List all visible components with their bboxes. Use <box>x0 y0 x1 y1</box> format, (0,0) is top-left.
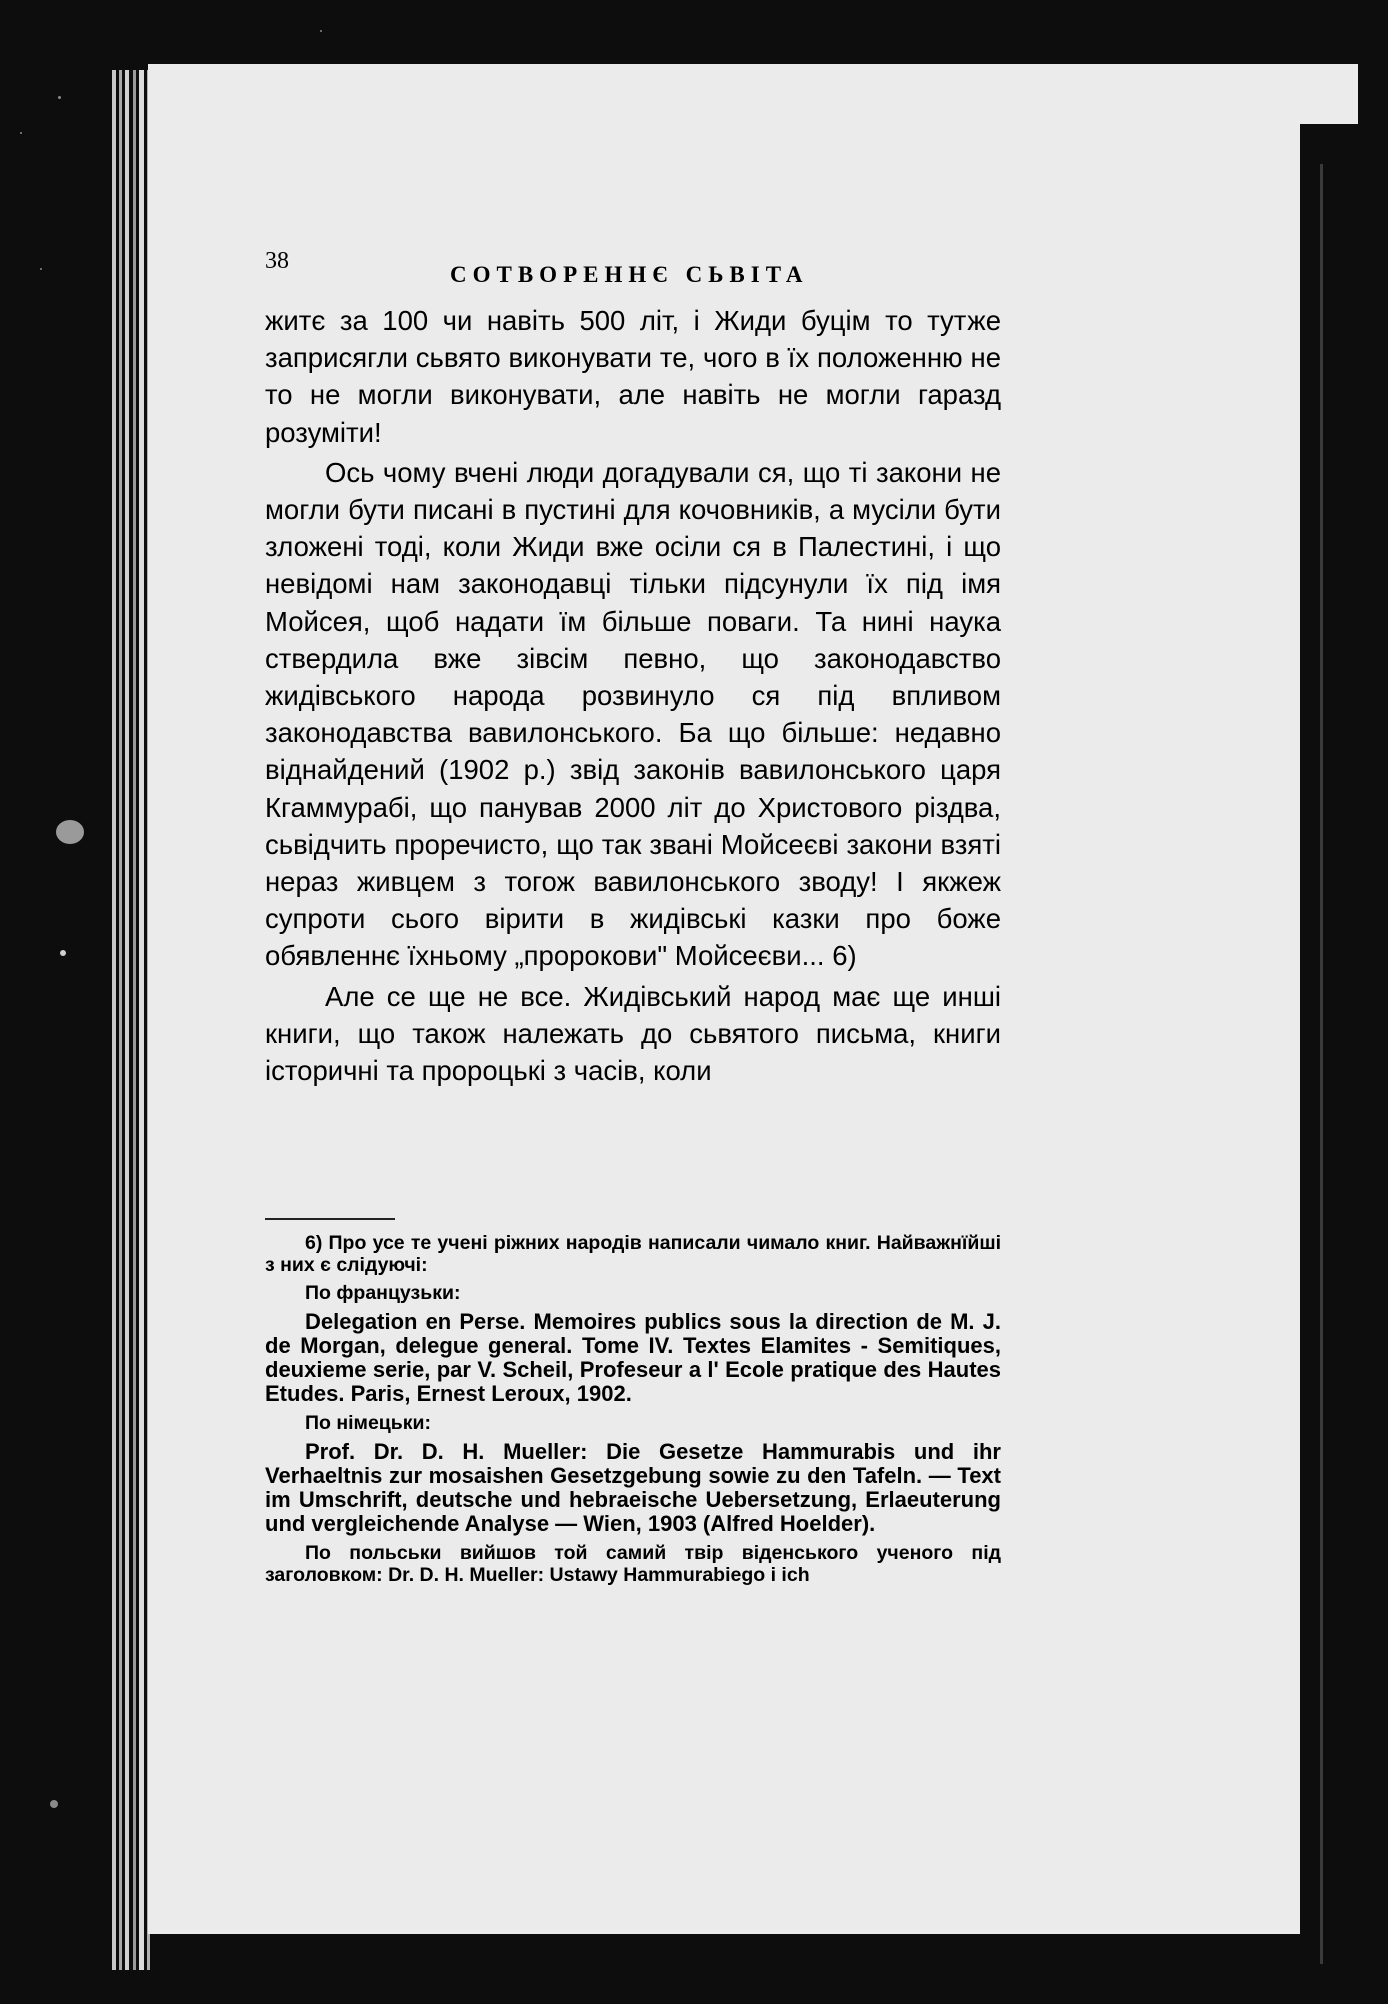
scan-speck <box>50 1800 58 1808</box>
footnote-entry-german: Prof. Dr. D. H. Mueller: Die Gesetze Hammurabis und ihr Verhaeltnis zur mosaishen Gesetzgebung sowie zu den Tafeln. — Text im Umschrift, deutsche und hebraeische Uebersetzung, Erlaeuterung und vergleichende Analyse — Wien, 1903 (Alfred Hoelder). <box>265 1439 1001 1536</box>
footnote-heading-german: По німецьки: <box>305 1412 432 1434</box>
scan-speck <box>58 96 61 99</box>
footnote-entry-polish: По польськи вийшов той самий твір віденського ученого під заголовком: Dr. D. H. Mueller: Ustawy Hammurabiego i ich <box>265 1542 1001 1586</box>
footnote-divider <box>265 1218 395 1220</box>
scan-speck <box>40 268 42 270</box>
scan-speck <box>320 30 322 32</box>
main-text <box>265 302 1001 1089</box>
scan-speck <box>60 950 66 956</box>
facing-page-gutter <box>1300 124 1358 2004</box>
running-head: СОТВОРЕННЄ СЬВІТА <box>450 262 809 287</box>
paragraph: Ось чому вчені люди догадували ся, що ті закони не могли бути писані в пустині для кочовників, а мусіли бути зложені тоді, коли Жиди вже осіли ся в Палестині, і що невідомі нам законодавці тільки підсунули їх під імя Мойсея, щоб надати їм більше поваги. Та нині наука ствердила вже зівсім певно, що законодавство жидівського народа розвинуло ся під впливом законодавства вавилонського. Ба що більше: недавно віднайдений (1902 р.) звід законів вавилонського царя Кгаммурабі, що панував 2000 літ до Христового різдва, сьвідчить проречисто, що так звані Мойсеєві закони взяті нераз живцем з тогож вавилонського зводу! І якжеж супроти сього вірити в жидівські казки про боже обявленнє їхньому „пророкови" Мойсеєви... 6) <box>265 456 1001 972</box>
scan-speck <box>56 820 84 844</box>
paragraph: житє за 100 чи навіть 500 літ, і Жиди буцім то тутже заприсягли сьвято виконувати те, чого в їх положенню не то не могли виконувати, але навіть не могли гаразд розуміти! <box>265 305 1001 448</box>
footnotes <box>265 1232 1001 1592</box>
scan-speck <box>20 132 22 134</box>
footnote-heading-french: По французьки: <box>305 1282 461 1304</box>
footnote-entry-french: Delegation en Perse. Memoires publics sous la direction de M. J. de Morgan, delegue general. Tome IV. Textes Elamites - Semitiques, deuxieme serie, par V. Scheil, Profeseur a l' Ecole pratique des Hautes Etudes. Paris, Ernest Leroux, 1902. <box>265 1309 1001 1406</box>
page-number: 38 <box>265 248 289 274</box>
paragraph: Але се ще не все. Жидівський народ має ще инші книги, що також належать до сьвятого письма, книги історичні та пророцькі з часів, коли <box>265 980 1001 1087</box>
footnote-intro: 6) Про усе те учені ріжних народів написали чимало книг. Найважнїйші з них є слідуючі: <box>265 1232 1001 1276</box>
